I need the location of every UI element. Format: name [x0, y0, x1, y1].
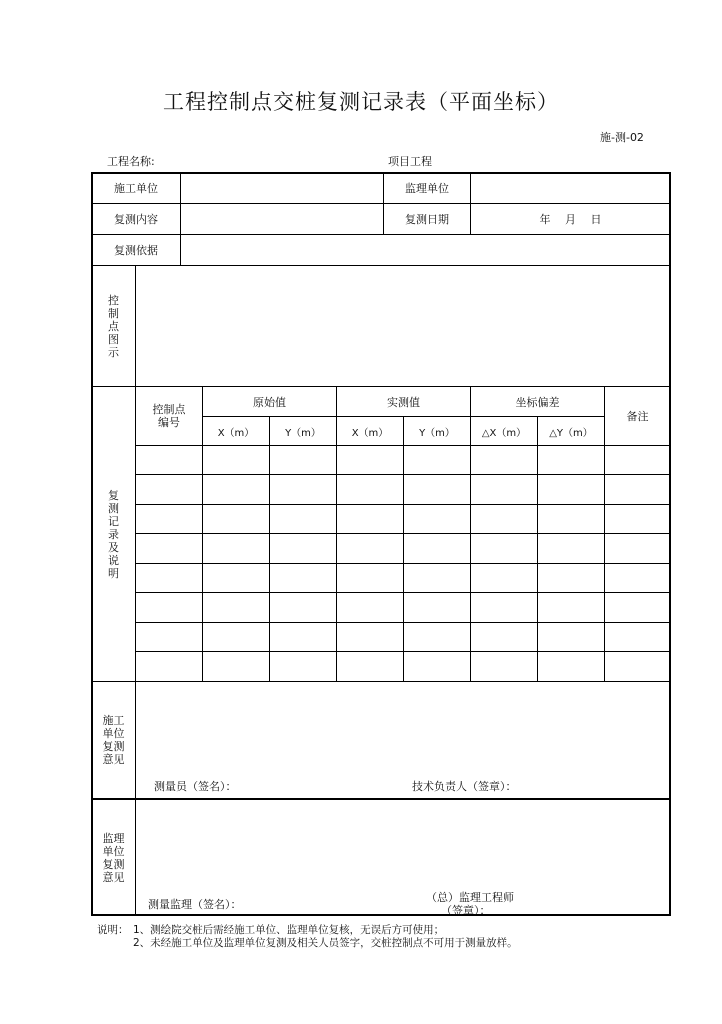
resurvey-basis-value[interactable] — [181, 235, 670, 265]
point-number-header: 控制点 编号 — [152, 403, 186, 429]
resurvey-content-label: 复测内容 — [114, 213, 158, 226]
col-divider — [269, 416, 270, 681]
resurvey-date-label: 复测日期 — [405, 213, 449, 226]
resurvey-content-value[interactable] — [181, 204, 383, 234]
supervision-unit-label: 监理单位 — [405, 182, 449, 195]
construction-unit-value[interactable] — [181, 173, 383, 203]
delta-y-header: △Y（m） — [549, 427, 593, 439]
section-divider — [91, 798, 671, 800]
coordinate-deviation-header: 坐标偏差 — [515, 395, 560, 409]
col-divider — [537, 416, 538, 681]
note-line-1: 1、测绘院交桩后需经施工单位、监理单位复核，无误后方可使用； — [133, 924, 445, 936]
resurvey-date-value[interactable]: 年 月 日 — [539, 213, 602, 226]
supervision-unit-value[interactable] — [471, 173, 670, 203]
survey-supervisor-signature-label: 测量监理（签名）： — [148, 898, 242, 911]
measured-value-header: 实测值 — [387, 395, 420, 409]
delta-x-header: △X（m） — [481, 427, 527, 439]
page-title: 工程控制点交桩复测记录表（平面坐标） — [163, 90, 559, 114]
diagram-label: 控 制 点 图 示 — [108, 293, 119, 359]
chief-supervisor-signature-label: （总）监理工程师 — [426, 891, 514, 904]
project-item-label: 项目工程 — [388, 155, 432, 168]
original-value-header: 原始值 — [253, 395, 286, 409]
chief-supervisor-signature-label-2: （签章）： — [441, 904, 491, 917]
resurvey-basis-label: 复测依据 — [114, 244, 158, 257]
surveyor-signature-label: 测量员（签名）： — [154, 780, 237, 793]
control-point-diagram-area[interactable] — [136, 266, 670, 386]
measured-y-header: Y（m） — [419, 427, 455, 439]
construction-unit-label: 施工单位 — [114, 182, 158, 195]
construction-opinion-label: 施工 单位 复测 意见 — [102, 714, 125, 766]
remark-header: 备注 — [626, 410, 649, 423]
record-label: 复 测 记 录 及 说 明 — [108, 488, 119, 580]
measured-x-header: X（m） — [351, 427, 389, 439]
original-x-header: X（m） — [217, 427, 255, 439]
project-name-label: 工程名称: — [107, 155, 155, 168]
note-line-2: 2、未经施工单位及监理单位复测及相关人员签字，交桩控制点不可用于测量放样。 — [133, 937, 518, 949]
notes-prefix: 说明： — [97, 924, 129, 936]
supervision-opinion-label: 监理 单位 复测 意见 — [102, 832, 125, 884]
original-y-header: Y（m） — [285, 427, 321, 439]
tech-lead-signature-label: 技术负责人（签章）： — [412, 780, 517, 793]
col-divider — [403, 416, 404, 681]
row-divider — [91, 681, 671, 682]
form-code: 施-测-02 — [600, 131, 644, 144]
